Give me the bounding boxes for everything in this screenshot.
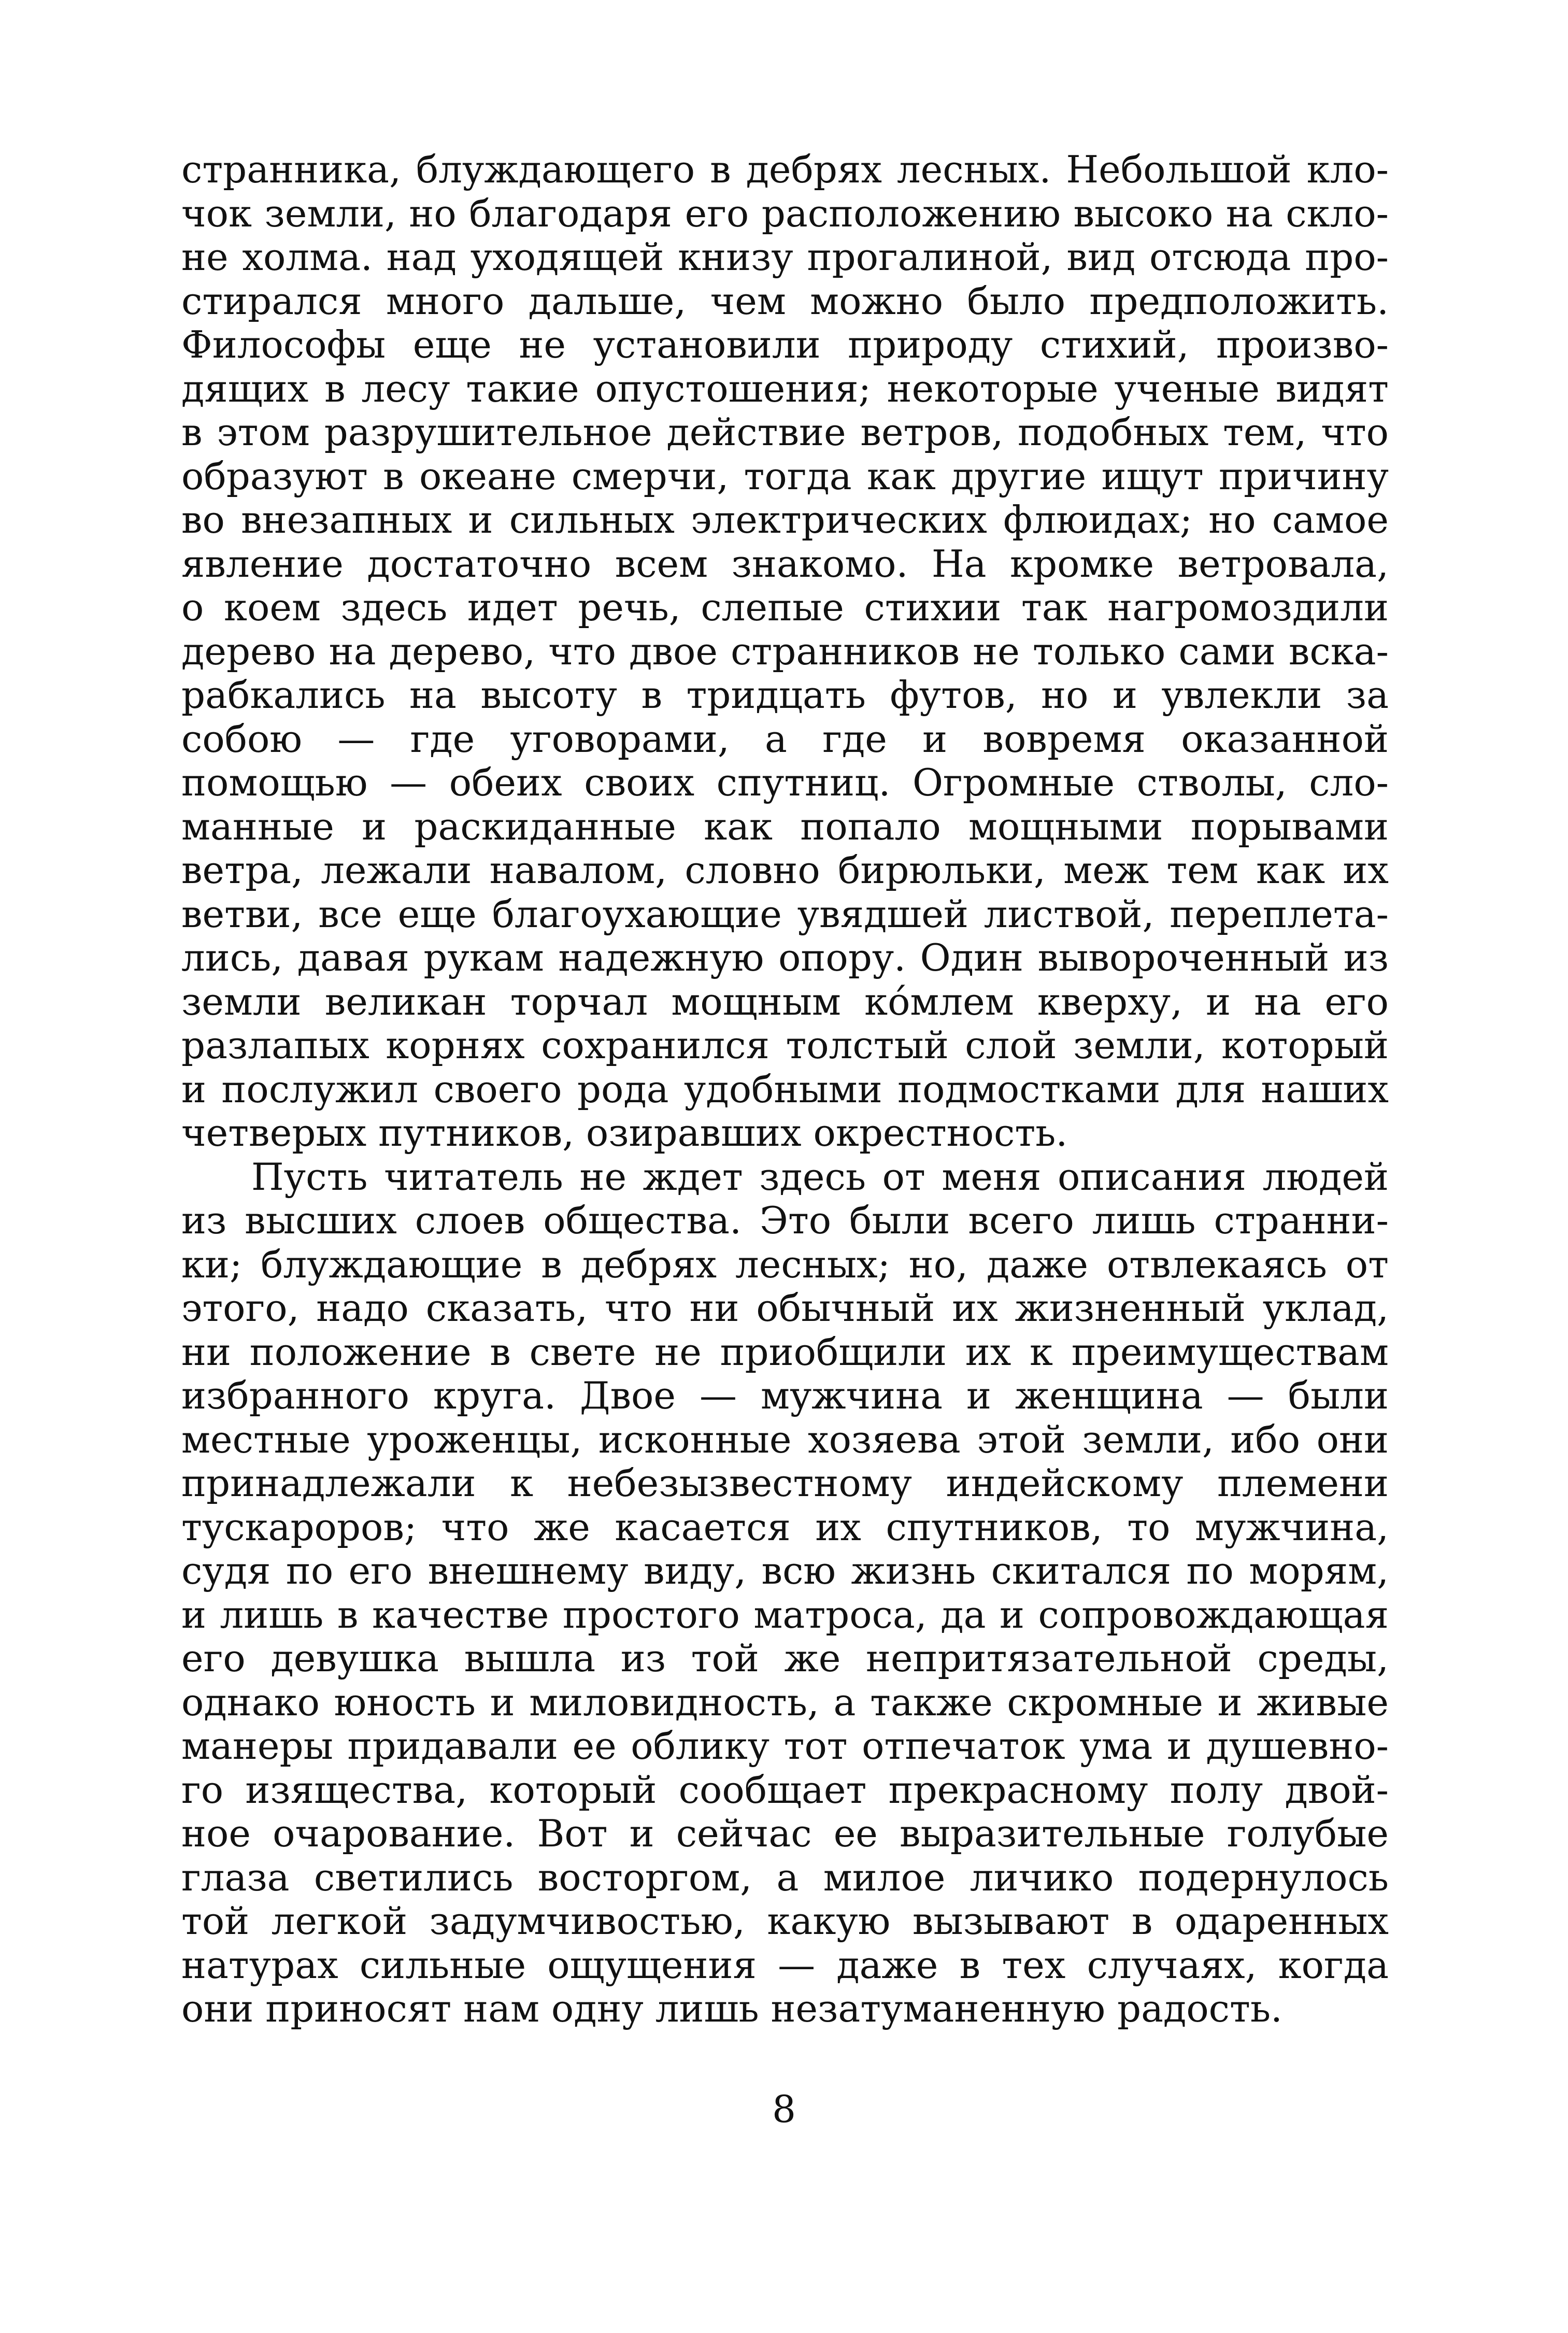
text-line: четверых путников, озиравших окрестность.: [181, 1111, 1068, 1155]
text-line: стирался много дальше, чем можно было предположить.: [181, 279, 1389, 323]
text-line: этого, надо сказать, что ни обычный их жизненный уклад,: [181, 1286, 1389, 1330]
text-line: из высших слоев общества. Это были всего лишь странни-: [181, 1199, 1389, 1242]
text-line: принадлежали к небезызвестному индейскому племени: [181, 1461, 1389, 1505]
text-line: и послужил своего рода удобными подмостками для наших: [181, 1067, 1389, 1111]
text-line: о коем здесь идет речь, слепые стихии так нагромоздили: [181, 586, 1389, 629]
text-line: явление достаточно всем знакомо. На кромке ветровала,: [181, 542, 1389, 586]
text-line: странника, блуждающего в дебрях лесных. Небольшой кло-: [181, 148, 1389, 191]
text-line: не холма. над уходящей книзу прогалиной, вид отсюда про-: [181, 235, 1389, 279]
text-line: дерево на дерево, что двое странников не только сами вска-: [181, 629, 1389, 673]
text-line: во внезапных и сильных электрических флюидах; но самое: [181, 498, 1389, 542]
text-line: ное очарование. Вот и сейчас ее выразительные голубые: [181, 1812, 1389, 1855]
text-line: дящих в лесу такие опустошения; некоторые ученые видят: [181, 366, 1389, 410]
text-line: рабкались на высоту в тридцать футов, но и увлекли за: [181, 673, 1389, 717]
text-line: Пусть читатель не ждет здесь от меня описания людей: [251, 1155, 1389, 1199]
text-line: земли великан торчал мощным ко́млем кверху, и на его: [181, 979, 1389, 1023]
text-line: собою — где уговорами, а где и вовремя оказанной: [181, 717, 1389, 761]
text-line: местные уроженцы, исконные хозяева этой земли, ибо они: [181, 1417, 1389, 1461]
text-line: ки; блуждающие в дебрях лесных; но, даже отвлекаясь от: [181, 1242, 1389, 1286]
text-line: ветра, лежали навалом, словно бирюльки, меж тем как их: [181, 848, 1389, 892]
text-line: лись, давая рукам надежную опору. Один вывороченный из: [181, 936, 1389, 979]
paragraph-2: [181, 1155, 1389, 2031]
text-line: чок земли, но благодаря его расположению высоко на скло-: [181, 191, 1389, 235]
text-line: тускароров; что же касается их спутников, то мужчина,: [181, 1505, 1389, 1549]
text-line: ветви, все еще благоухающие увядшей листвой, переплета-: [181, 892, 1389, 936]
text-line: Философы еще не установили природу стихий, произво-: [181, 323, 1389, 366]
text-line: они приносят нам одну лишь незатуманенную радость.: [181, 1987, 1282, 2030]
page-number: 8: [772, 2087, 796, 2131]
text-line: в этом разрушительное действие ветров, подобных тем, что: [181, 410, 1389, 454]
text-line: разлапых корнях сохранился толстый слой земли, который: [181, 1023, 1389, 1067]
text-line: го изящества, который сообщает прекрасному полу двой-: [181, 1768, 1389, 1812]
text-line: ни положение в свете не приобщили их к преимуществам: [181, 1330, 1389, 1374]
body-text: [181, 148, 1389, 2031]
text-line: той легкой задумчивостью, какую вызывают в одаренных: [181, 1899, 1389, 1943]
text-line: помощью — обеих своих спутниц. Огромные стволы, сло-: [181, 761, 1389, 804]
text-line: образуют в океане смерчи, тогда как другие ищут причину: [181, 454, 1389, 498]
text-line: его девушка вышла из той же непритязательной среды,: [181, 1637, 1389, 1680]
text-line: манные и раскиданные как попало мощными порывами: [181, 804, 1389, 848]
text-line: судя по его внешнему виду, всю жизнь скитался по морям,: [181, 1549, 1389, 1592]
text-line: манеры придавали ее облику тот отпечаток ума и душевно-: [181, 1724, 1389, 1768]
text-line: и лишь в качестве простого матроса, да и сопровождающая: [181, 1592, 1389, 1637]
text-line: избранного круга. Двое — мужчина и женщина — были: [181, 1374, 1389, 1417]
text-line: натурах сильные ощущения — даже в тех случаях, когда: [181, 1943, 1389, 1987]
paragraph-1: [181, 148, 1389, 1155]
text-line: однако юность и миловидность, а также скромные и живые: [181, 1680, 1389, 1724]
text-line: глаза светились восторгом, а милое личико подернулось: [181, 1855, 1389, 1899]
